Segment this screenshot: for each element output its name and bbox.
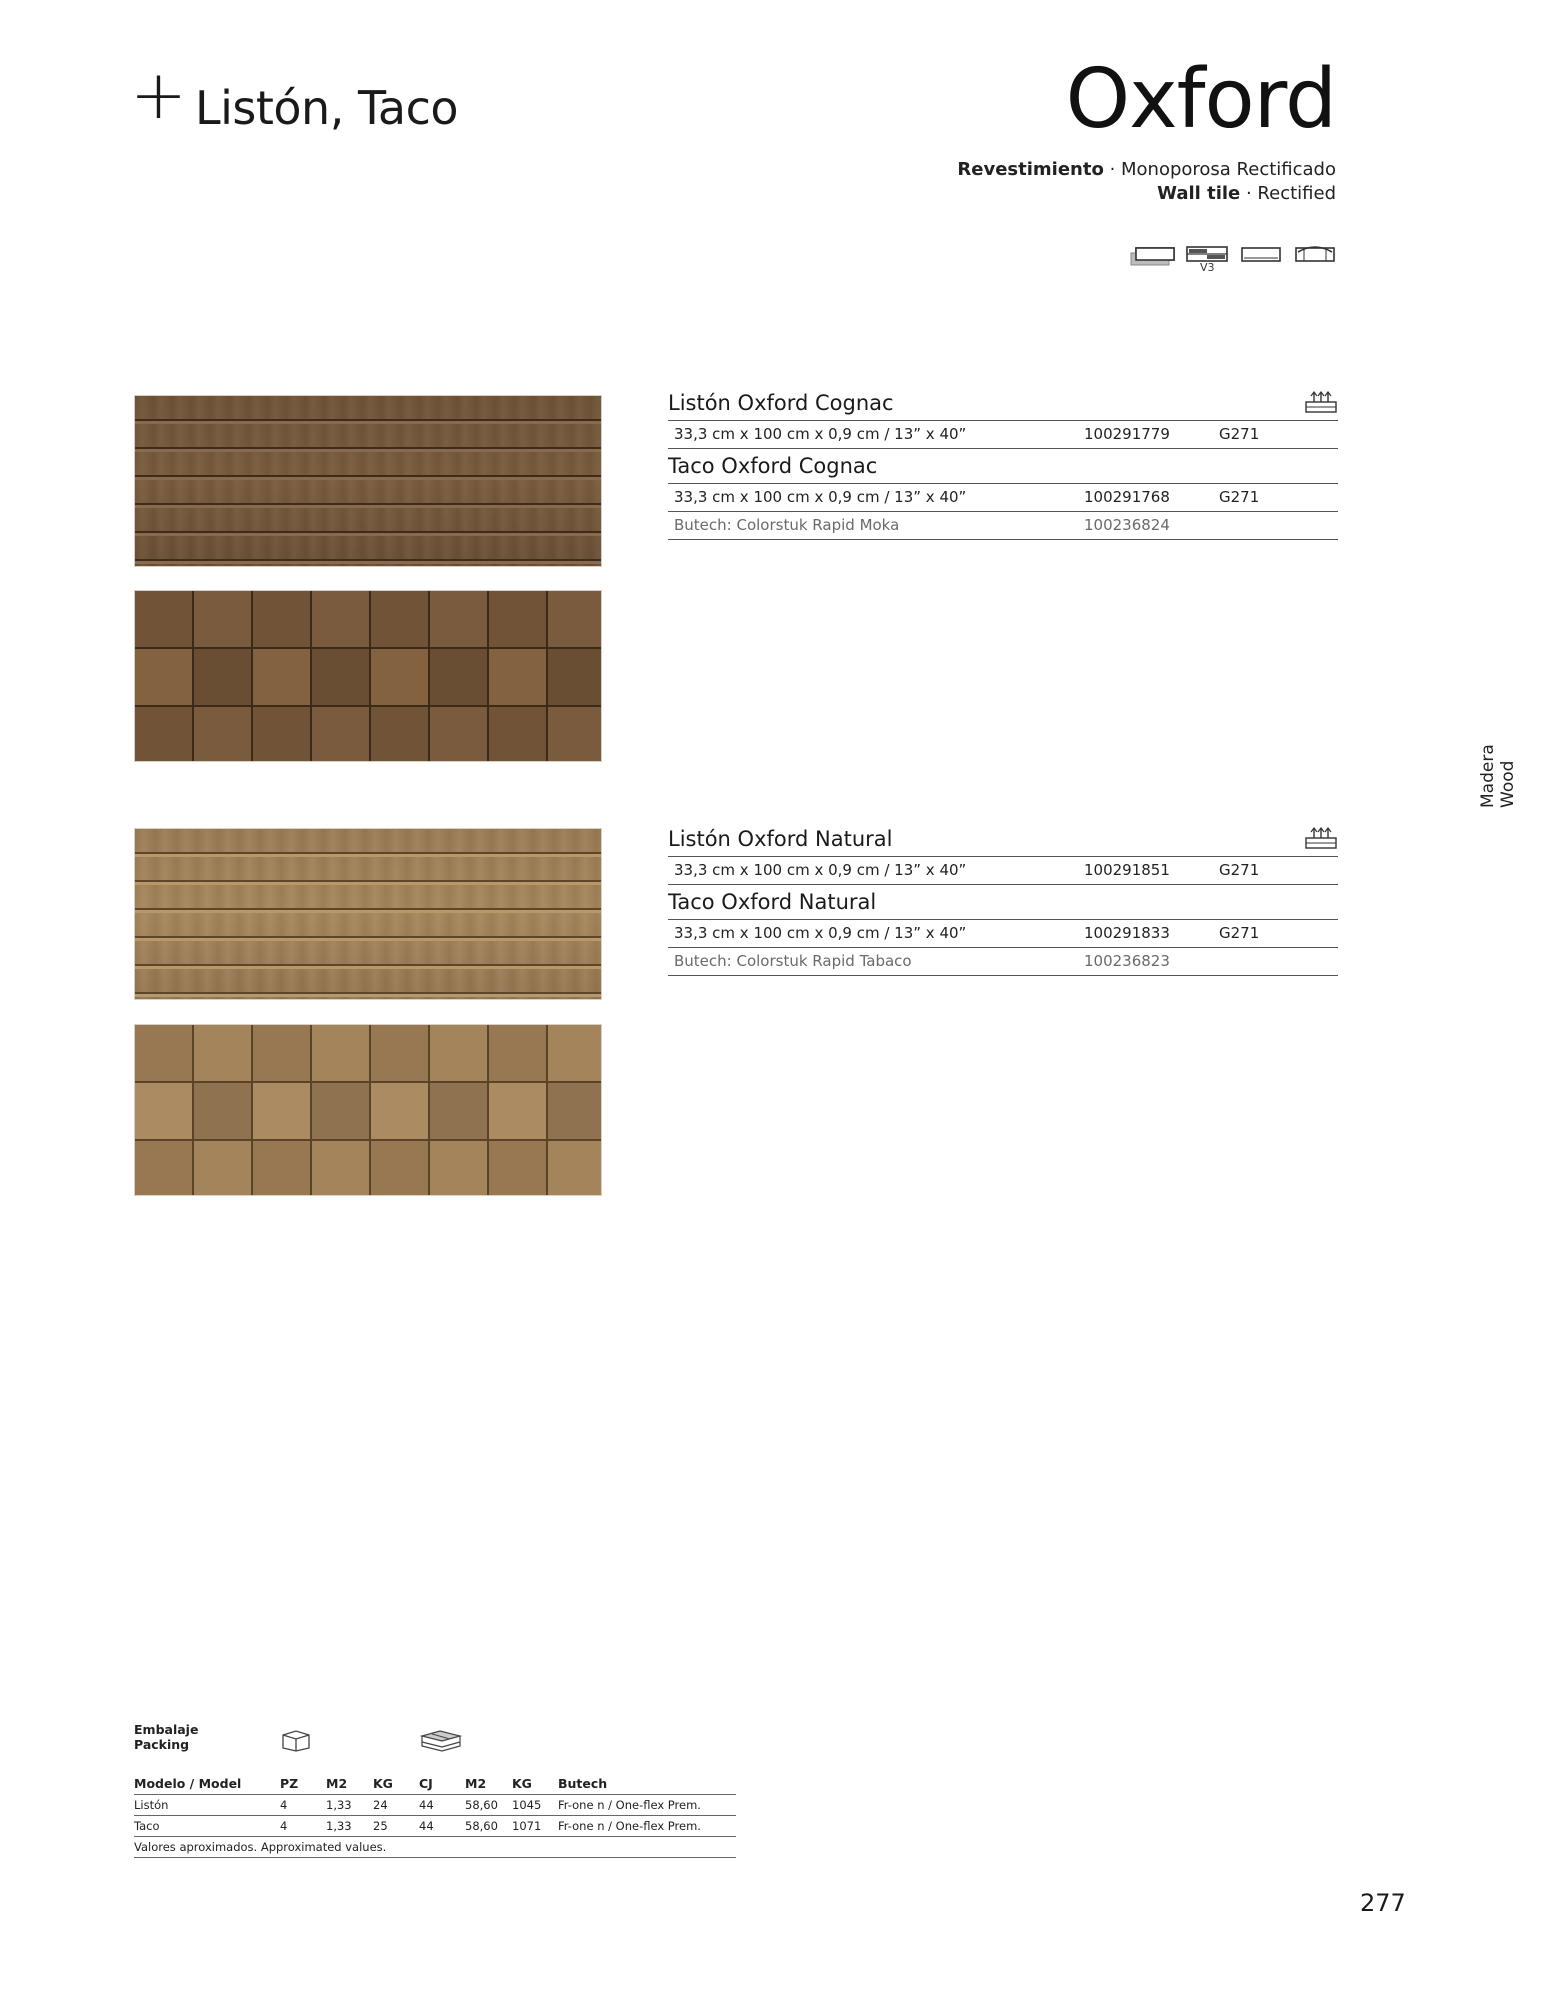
liston-name: Listón Oxford Natural bbox=[668, 827, 893, 851]
table-cell: 58,60 bbox=[465, 1795, 512, 1816]
product-title bbox=[668, 826, 1338, 857]
table-row bbox=[668, 920, 1338, 948]
table-header-row bbox=[134, 1772, 736, 1795]
column-header: Butech bbox=[558, 1775, 608, 1791]
taco-natural-swatch bbox=[134, 1024, 602, 1196]
spec-detail-es: · Monoporosa Rectificado bbox=[1103, 159, 1336, 180]
product-group: G271 bbox=[1219, 425, 1260, 443]
table-cell: 44 bbox=[419, 1816, 465, 1837]
variation-label: V3 bbox=[1200, 261, 1215, 274]
table-row bbox=[668, 948, 1338, 976]
table-cell: 58,60 bbox=[465, 1816, 512, 1837]
packing-heading bbox=[134, 1722, 198, 1752]
table-cell: 4 bbox=[280, 1816, 326, 1837]
column-header: M2 bbox=[326, 1775, 348, 1791]
stacked-pieces-icon bbox=[1304, 826, 1338, 852]
taco-name: Taco Oxford Cognac bbox=[668, 454, 878, 478]
table-cell: 1045 bbox=[512, 1795, 558, 1816]
product-code: 100291851 bbox=[1084, 861, 1170, 879]
product-code: 100291833 bbox=[1084, 924, 1170, 942]
section-title: Listón, Taco bbox=[195, 81, 459, 135]
table-row bbox=[668, 484, 1338, 512]
table-cell: Listón bbox=[134, 1795, 280, 1816]
spec-type-en: Wall tile bbox=[1157, 183, 1241, 204]
product-group: G271 bbox=[1219, 488, 1260, 506]
butech-product: Butech: Colorstuk Rapid Moka bbox=[674, 516, 900, 534]
table-cell: 25 bbox=[373, 1816, 419, 1837]
box-icon bbox=[280, 1728, 312, 1752]
category-label-en: Wood bbox=[1498, 760, 1518, 808]
packing-table bbox=[134, 1772, 736, 1858]
product-code: 100291768 bbox=[1084, 488, 1170, 506]
table-note-row bbox=[134, 1837, 736, 1858]
packing-heading-es: Embalaje bbox=[134, 1722, 199, 1737]
plus-icon: + bbox=[130, 56, 187, 135]
table-cell: 1,33 bbox=[326, 1816, 373, 1837]
column-header: Modelo / Model bbox=[134, 1775, 242, 1791]
product-size: 33,3 cm x 100 cm x 0,9 cm / 13” x 40” bbox=[674, 924, 967, 942]
table-cell: 24 bbox=[373, 1795, 419, 1816]
spec-line-spanish bbox=[957, 159, 1336, 181]
taco-name: Taco Oxford Natural bbox=[668, 890, 877, 914]
collection-title: Oxford bbox=[1065, 52, 1336, 147]
table-row bbox=[668, 421, 1338, 449]
butech-code: 100236823 bbox=[1084, 952, 1170, 970]
stacked-pieces-icon bbox=[1304, 390, 1338, 416]
butech-code: 100236824 bbox=[1084, 516, 1170, 534]
packing-heading-en: Packing bbox=[134, 1737, 190, 1752]
taco-cognac-swatch bbox=[134, 590, 602, 762]
product-title bbox=[668, 885, 1338, 920]
spec-detail-en: · Rectified bbox=[1240, 183, 1336, 204]
liston-cognac-swatch bbox=[134, 395, 602, 567]
table-cell: Fr-one n / One-flex Prem. bbox=[558, 1795, 736, 1816]
butech-product: Butech: Colorstuk Rapid Tabaco bbox=[674, 952, 912, 970]
product-title bbox=[668, 449, 1338, 484]
column-header: KG bbox=[373, 1775, 393, 1791]
wall-tile-icon bbox=[1128, 246, 1178, 272]
rectified-edge-icon bbox=[1240, 246, 1284, 268]
page-number: 277 bbox=[1360, 1889, 1406, 1917]
tile-icons bbox=[1128, 242, 1338, 280]
table-cell: 4 bbox=[280, 1795, 326, 1816]
table-row bbox=[668, 857, 1338, 885]
packing-note: Valores aproximados. Approximated values. bbox=[134, 1837, 736, 1858]
product-code: 100291779 bbox=[1084, 425, 1170, 443]
column-header: PZ bbox=[280, 1775, 299, 1791]
liston-name: Listón Oxford Cognac bbox=[668, 391, 894, 415]
pallet-icon bbox=[418, 1726, 464, 1752]
table-cell: 1,33 bbox=[326, 1795, 373, 1816]
table-row bbox=[668, 512, 1338, 540]
spec-type-es: Revestimiento bbox=[957, 159, 1104, 180]
spec-line-english bbox=[1157, 183, 1336, 205]
table-row bbox=[134, 1795, 736, 1816]
column-header: KG bbox=[512, 1775, 532, 1791]
product-table-cognac bbox=[668, 390, 1338, 540]
column-header: M2 bbox=[465, 1775, 487, 1791]
product-size: 33,3 cm x 100 cm x 0,9 cm / 13” x 40” bbox=[674, 861, 967, 879]
column-header: CJ bbox=[419, 1775, 433, 1791]
product-group: G271 bbox=[1219, 924, 1260, 942]
product-table-natural bbox=[668, 826, 1338, 976]
table-cell: 1071 bbox=[512, 1816, 558, 1837]
table-cell: Fr-one n / One-flex Prem. bbox=[558, 1816, 736, 1837]
table-row bbox=[134, 1816, 736, 1837]
relief-icon bbox=[1294, 242, 1338, 270]
table-cell: 44 bbox=[419, 1795, 465, 1816]
product-title bbox=[668, 390, 1338, 421]
product-size: 33,3 cm x 100 cm x 0,9 cm / 13” x 40” bbox=[674, 425, 967, 443]
liston-natural-swatch bbox=[134, 828, 602, 1000]
category-label-es: Madera bbox=[1478, 744, 1498, 808]
product-size: 33,3 cm x 100 cm x 0,9 cm / 13” x 40” bbox=[674, 488, 967, 506]
product-group: G271 bbox=[1219, 861, 1260, 879]
category-side-label bbox=[1478, 648, 1526, 808]
table-cell: Taco bbox=[134, 1816, 280, 1837]
